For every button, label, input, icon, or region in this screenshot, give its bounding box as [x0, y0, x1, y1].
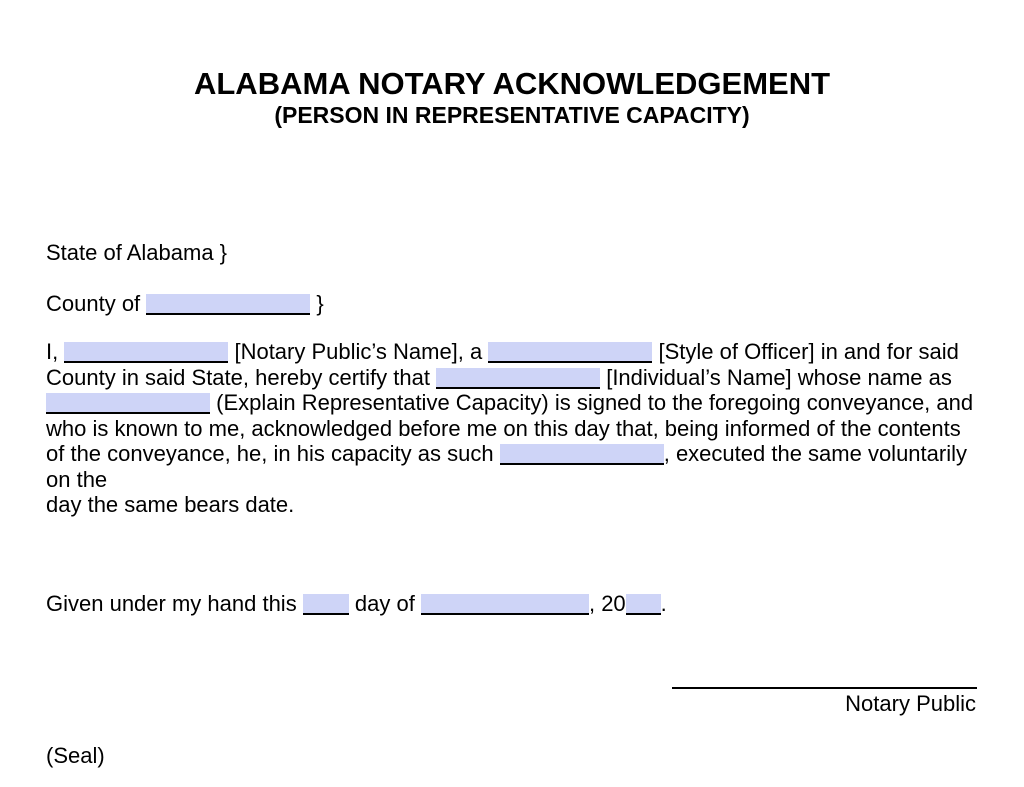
county-label: County of — [46, 291, 147, 316]
given-text: . — [660, 591, 667, 616]
given-text: , 20 — [588, 591, 626, 616]
document-subtitle: (PERSON IN REPRESENTATIVE CAPACITY) — [274, 102, 750, 128]
para-text: day the same bears date. — [46, 492, 295, 517]
given-text: day of — [348, 591, 421, 616]
signature-line — [672, 687, 977, 689]
notary-name-field[interactable] — [64, 342, 228, 363]
capacity-field[interactable] — [500, 444, 664, 465]
acknowledgement-paragraph — [46, 339, 986, 518]
para-text: [Notary Public’s Name], a — [228, 339, 489, 364]
para-text: I, — [46, 339, 65, 364]
given-text: Given under my hand this — [46, 591, 303, 616]
para-text: County in said State, hereby certify that — [46, 364, 437, 390]
para-text: who is known to me, acknowledged before me on this day that, being informed of the contents — [46, 415, 961, 441]
day-field[interactable] — [303, 594, 349, 615]
signature-label: Notary Public — [845, 691, 976, 716]
para-text: , executed the same voluntarily — [663, 441, 967, 466]
para-text: (Explain Representative Capacity) is signed to the foregoing conveyance, and — [210, 390, 974, 415]
county-field[interactable] — [146, 294, 310, 315]
month-field[interactable] — [421, 594, 589, 615]
para-text: on the — [46, 466, 108, 492]
state-line: State of Alabama } — [46, 240, 228, 265]
para-text: [Style of Officer] in and for said — [652, 339, 959, 364]
style-of-officer-field[interactable] — [488, 342, 652, 363]
para-text: [Individual’s Name] whose name as — [600, 364, 952, 390]
individual-name-field[interactable] — [436, 368, 600, 389]
seal-label: (Seal) — [46, 743, 105, 768]
document-title: ALABAMA NOTARY ACKNOWLEDGEMENT — [193, 66, 831, 101]
year-field[interactable] — [626, 594, 661, 615]
para-text: of the conveyance, he, in his capacity as such — [46, 441, 500, 466]
county-brace: } — [310, 291, 324, 316]
representative-capacity-field[interactable] — [46, 393, 210, 414]
given-line — [46, 591, 986, 617]
county-line — [46, 291, 324, 317]
